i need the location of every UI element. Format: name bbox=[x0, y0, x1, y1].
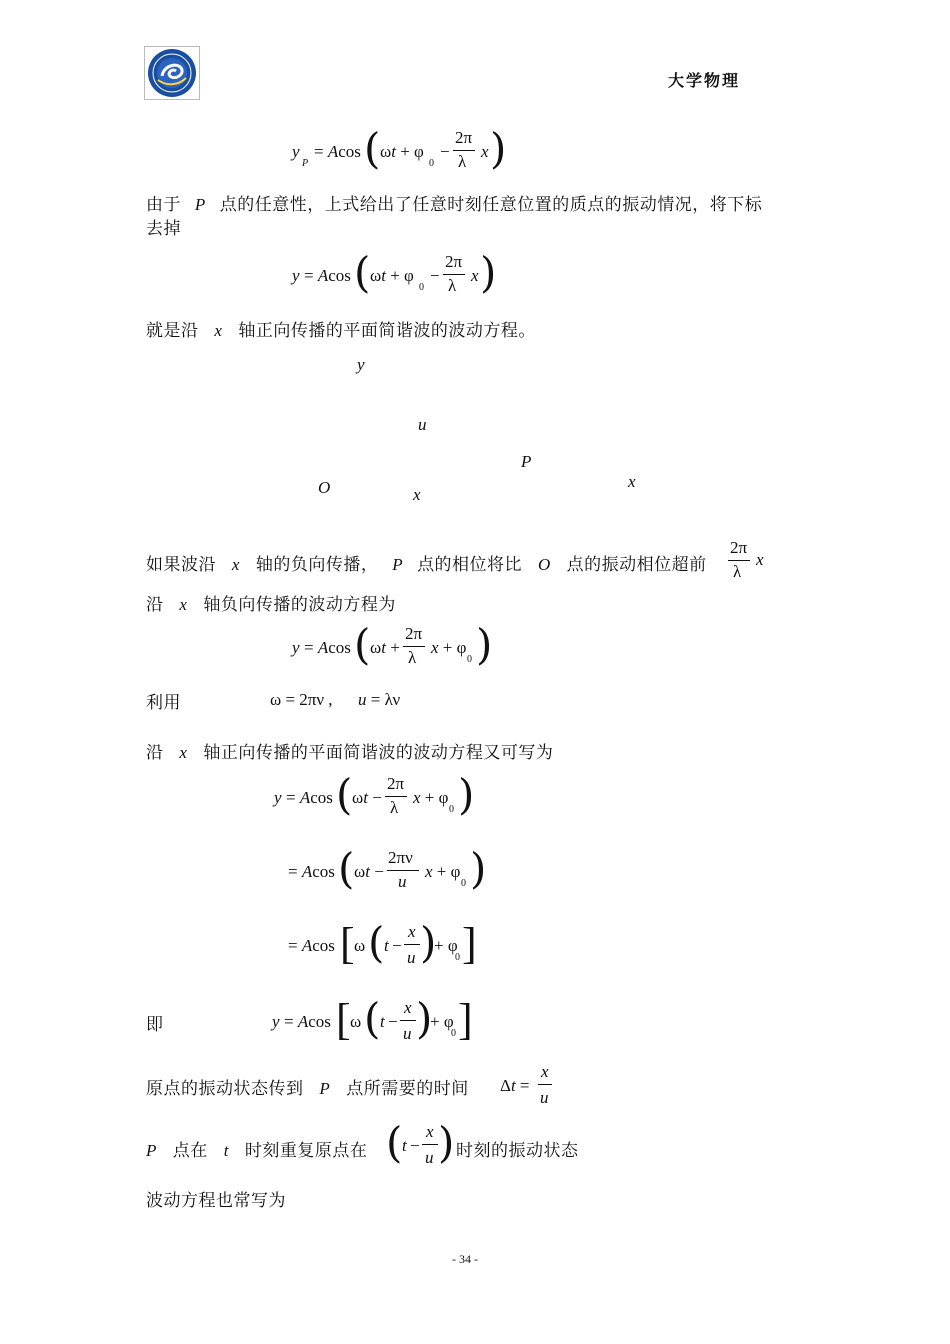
equation-summary: y = Acos [ ω ( t − x u ) + φ 0 ] bbox=[272, 994, 473, 1044]
figure-label-O: O bbox=[318, 478, 331, 497]
equation-positive-3: = Acos [ ω ( t − x u ) + φ 0 ] bbox=[288, 918, 477, 968]
p2-text-a: 就是沿 bbox=[146, 321, 199, 341]
p1-text-b: 点的任意性，上式给出了任意时刻任意位置的质点的振动情况，将下标 bbox=[219, 195, 763, 215]
p3-var-x: x bbox=[231, 555, 240, 574]
paragraph-7: 即 bbox=[146, 1015, 164, 1035]
equation-yp: y P = Acos ( ωt + φ 0 − 2π λ x ) bbox=[292, 124, 507, 173]
paragraph-1 bbox=[146, 190, 826, 215]
retarded-time: ( t − x u ) bbox=[386, 1118, 455, 1167]
phase-lead-fraction: 2π λ x bbox=[730, 538, 764, 581]
figure-label-u: u bbox=[418, 415, 427, 434]
paragraph-9-cont: 时刻的振动状态 bbox=[456, 1141, 579, 1161]
paragraph-6 bbox=[146, 738, 553, 763]
p9-text-b: 时刻重复原点在 bbox=[244, 1141, 368, 1161]
paragraph-4 bbox=[146, 590, 396, 615]
p6-text-b: 轴正向传播的平面简谐波的波动方程又可写为 bbox=[203, 743, 554, 763]
p8-var-P: P bbox=[319, 1079, 331, 1098]
p1-text-a: 由于 bbox=[146, 195, 181, 215]
header-title: 大学物理 bbox=[668, 71, 741, 90]
figure-label-y: y bbox=[357, 355, 365, 374]
p3-text-d: 点的振动相位超前 bbox=[566, 555, 707, 575]
paragraph-3 bbox=[146, 550, 707, 575]
p9-var-t: t bbox=[223, 1141, 229, 1160]
paragraph-2 bbox=[146, 316, 536, 341]
paragraph-1-cont: 去掉 bbox=[146, 219, 181, 239]
p1-var-P: P bbox=[194, 195, 206, 214]
figure-label-x-pos: x bbox=[413, 485, 421, 504]
p3-text-a: 如果波沿 bbox=[146, 555, 216, 575]
equation-y: y = Acos ( ωt + φ 0 − 2π λ x ) bbox=[292, 248, 497, 297]
paragraph-10: 波动方程也常写为 bbox=[146, 1191, 286, 1211]
paragraph-5: 利用 bbox=[146, 693, 181, 713]
university-logo bbox=[144, 46, 200, 100]
equation-positive-1: y = Acos ( ωt − 2π λ x + φ 0 ) bbox=[274, 770, 475, 819]
p3-text-c: 点的相位将比 bbox=[417, 555, 523, 575]
equation-positive-2: = Acos ( ωt − 2πν u x + φ 0 ) bbox=[288, 844, 487, 893]
p2-var-x: x bbox=[214, 321, 223, 340]
p3-var-O: O bbox=[537, 555, 551, 574]
p6-text-a: 沿 bbox=[146, 743, 164, 763]
page-number: - 34 - bbox=[452, 1252, 478, 1266]
relations: ω = 2πν , u = λν bbox=[270, 690, 401, 709]
p6-var-x: x bbox=[179, 743, 188, 762]
p9-var-P: P bbox=[146, 1141, 157, 1160]
p3-var-P: P bbox=[392, 555, 404, 574]
p4-var-x: x bbox=[179, 595, 188, 614]
paragraph-8 bbox=[146, 1074, 469, 1099]
p4-text-a: 沿 bbox=[146, 595, 164, 615]
equation-negative-direction: y = Acos ( ωt + 2π λ x + φ 0 ) bbox=[292, 620, 493, 669]
p3-text-b: 轴的负向传播， bbox=[255, 555, 379, 575]
p4-text-b: 轴负向传播的波动方程为 bbox=[203, 595, 396, 615]
p8-text-b: 点所需要的时间 bbox=[346, 1079, 469, 1099]
p2-text-b: 轴正向传播的平面简谐波的波动方程。 bbox=[238, 321, 536, 341]
p8-text-a: 原点的振动状态传到 bbox=[146, 1079, 304, 1099]
p9-text-a: 点在 bbox=[172, 1141, 208, 1161]
figure-label-P: P bbox=[521, 452, 532, 471]
paragraph-9 bbox=[146, 1136, 367, 1161]
figure-label-x-axis: x bbox=[628, 472, 636, 491]
delta-t-fraction: Δt = x u bbox=[500, 1062, 570, 1112]
